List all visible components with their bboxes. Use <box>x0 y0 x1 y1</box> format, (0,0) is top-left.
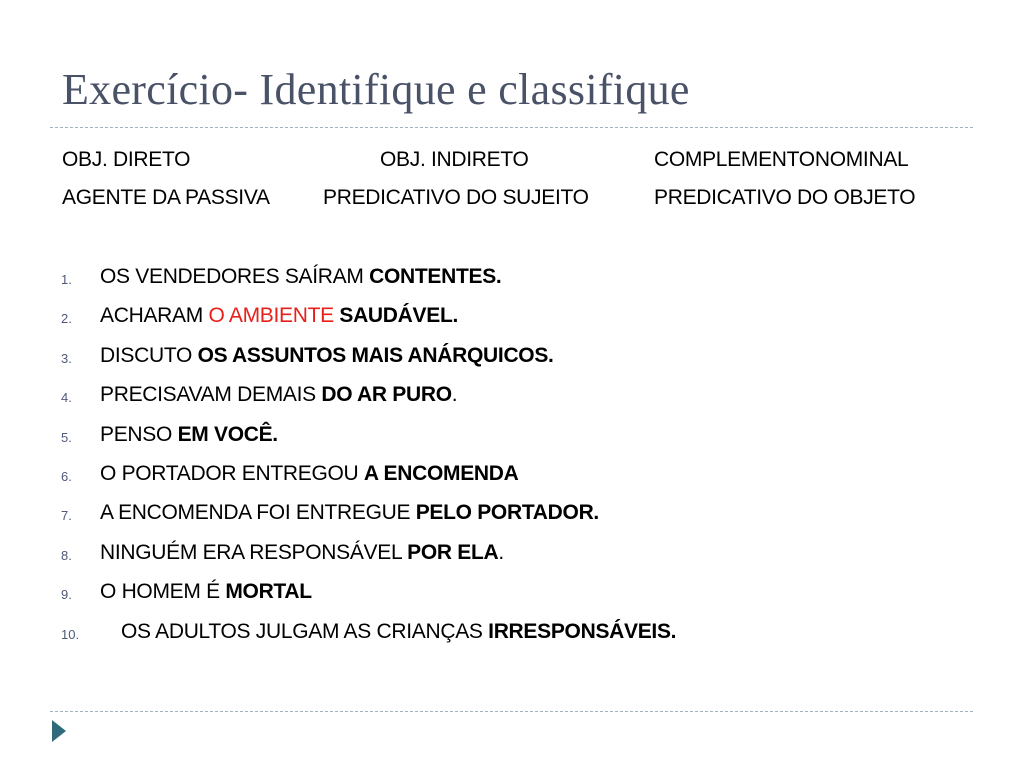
item-highlight: O AMBIENTE <box>208 304 334 327</box>
item-answer: IRRESPONSÁVEIS. <box>488 620 677 643</box>
title-divider <box>50 127 973 128</box>
item-number: 7. <box>61 508 72 523</box>
item-number: 6. <box>61 469 72 484</box>
option-agente-da-passiva: AGENTE DA PASSIVA <box>62 186 270 209</box>
item-suffix: . <box>498 541 504 564</box>
item-number: 8. <box>61 548 72 563</box>
item-suffix: . <box>451 383 458 406</box>
item-number: 10. <box>61 627 80 642</box>
slide-title: Exercício- Identifique e classifique <box>62 65 690 114</box>
item-text <box>100 345 554 366</box>
option-obj-direto: OBJ. DIRETO <box>62 148 191 171</box>
item-plain-text: PENSO <box>100 423 178 446</box>
item-plain-text: DISCUTO <box>100 344 198 367</box>
list-item <box>0 621 1024 647</box>
item-text <box>100 542 504 563</box>
item-text <box>100 581 312 602</box>
item-answer: A ENCOMENDA <box>363 462 519 485</box>
list-item <box>0 305 1024 331</box>
item-plain-text: NINGUÉM ERA RESPONSÁVEL <box>100 541 408 564</box>
list-item <box>0 384 1024 410</box>
item-text <box>100 266 501 287</box>
item-answer: EM VOCÊ. <box>177 423 278 446</box>
item-plain-text: PRECISAVAM DEMAIS <box>100 383 322 406</box>
list-item <box>0 345 1024 371</box>
list-item <box>0 502 1024 528</box>
item-answer: PELO PORTADOR. <box>415 501 599 524</box>
item-text <box>100 502 599 523</box>
list-item <box>0 581 1024 607</box>
list-item <box>0 266 1024 292</box>
option-complemento-nominal: COMPLEMENTONOMINAL <box>654 148 909 171</box>
item-plain-text: OS ADULTOS JULGAM AS CRIANÇAS <box>121 620 489 643</box>
item-plain-text: OS VENDEDORES SAÍRAM <box>100 265 370 288</box>
item-answer: SAUDÁVEL. <box>339 304 459 327</box>
item-plain-text: A ENCOMENDA FOI ENTREGUE <box>100 501 416 524</box>
item-answer: CONTENTES. <box>369 265 502 288</box>
item-answer: MORTAL <box>225 580 312 603</box>
item-text <box>100 384 457 405</box>
list-item <box>0 542 1024 568</box>
list-item <box>0 463 1024 489</box>
list-item <box>0 424 1024 450</box>
item-answer: DO AR PURO <box>321 383 452 406</box>
option-predicativo-do-objeto: PREDICATIVO DO OBJETO <box>654 186 916 209</box>
item-number: 3. <box>61 351 72 366</box>
item-text <box>100 463 519 484</box>
item-number: 2. <box>61 311 72 326</box>
footer-divider <box>50 711 973 712</box>
item-answer: OS ASSUNTOS MAIS ANÁRQUICOS. <box>197 344 554 367</box>
item-answer: POR ELA <box>407 541 499 564</box>
option-obj-indireto: OBJ. INDIRETO <box>380 148 529 171</box>
item-text <box>100 305 458 326</box>
item-number: 1. <box>61 272 72 287</box>
item-plain-text: O HOMEM É <box>100 580 226 603</box>
item-number: 4. <box>61 390 72 405</box>
play-arrow-icon[interactable] <box>52 720 66 742</box>
item-text <box>121 621 676 642</box>
item-text <box>100 424 278 445</box>
item-plain-text: ACHARAM <box>100 304 209 327</box>
item-plain-text: O PORTADOR ENTREGOU <box>100 462 364 485</box>
item-number: 9. <box>61 587 72 602</box>
option-predicativo-do-sujeito: PREDICATIVO DO SUJEITO <box>323 186 589 209</box>
item-number: 5. <box>61 430 72 445</box>
